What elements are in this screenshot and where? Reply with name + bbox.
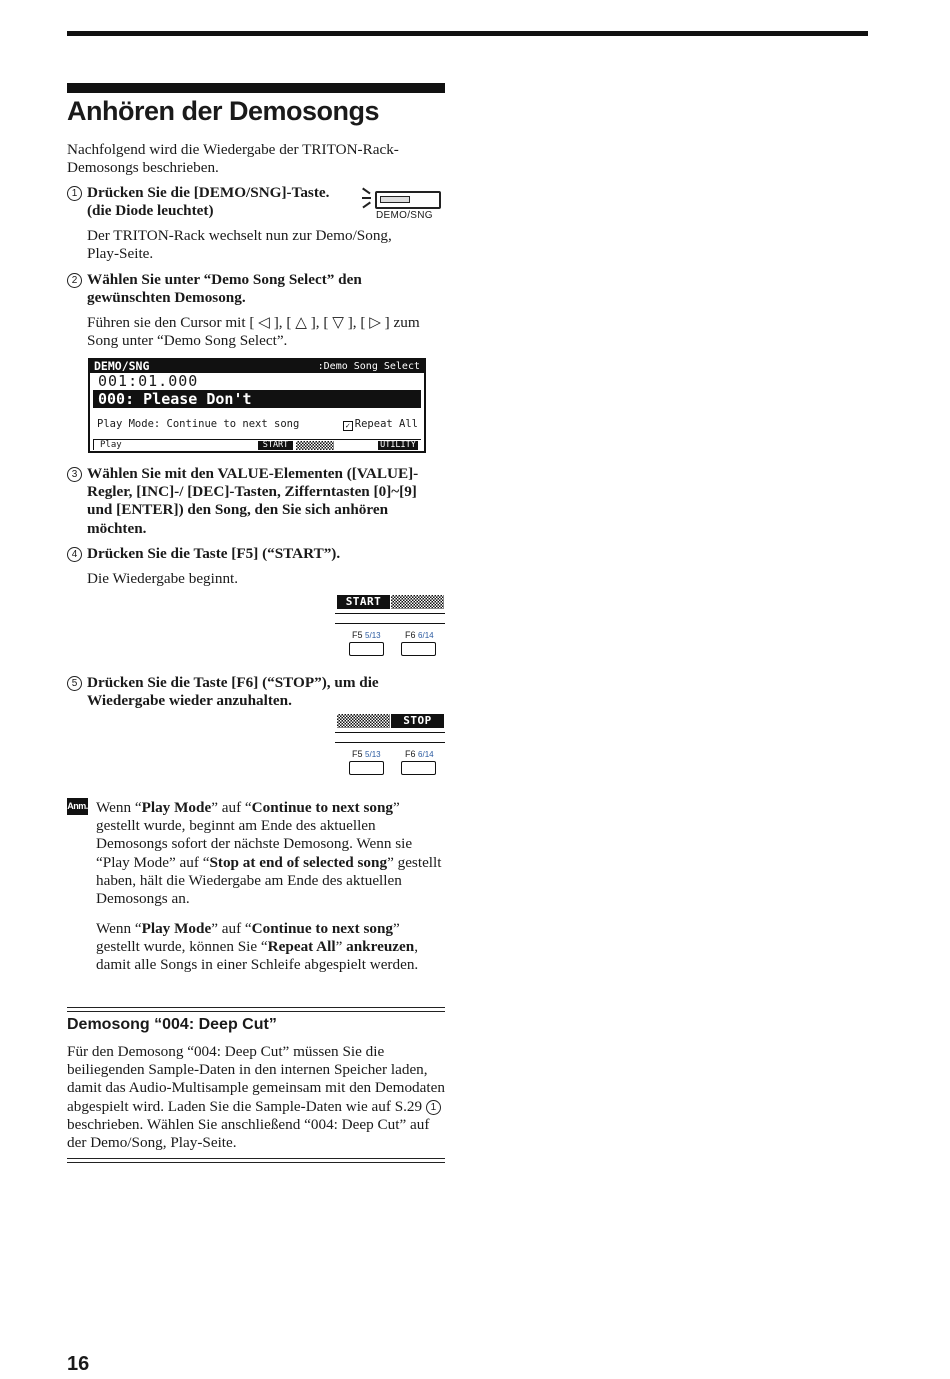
note-paragraph-1 — [96, 799, 446, 908]
top-rule — [67, 31, 868, 36]
checkbox-checked-icon: ✓ — [343, 421, 353, 431]
step-5-instruction: Drücken Sie die Taste [F6] (“STOP”), um die Wiedergabe wieder anzuhalten. — [87, 674, 379, 710]
note-term: Play Mode — [141, 920, 212, 937]
section-rule — [67, 1011, 445, 1012]
fkey-display-bar — [335, 714, 445, 730]
section-rule — [67, 1162, 445, 1163]
fkey-panel-stop — [335, 714, 445, 778]
f6-page: 6/14 — [418, 750, 434, 759]
fkey-panel-start — [335, 595, 445, 659]
step-number-3: 3 — [67, 467, 82, 482]
section-text: beschrieben. Wählen Sie anschließend “004: Deep Cut” auf der Demo/Song, Play-Seite. — [67, 1115, 430, 1152]
demo-sng-button-icon — [375, 191, 441, 209]
lcd-tab-utility: UTILITY — [378, 441, 418, 450]
note-text: ” auf “ — [211, 920, 252, 937]
note-text: ” — [335, 938, 347, 956]
step-4-instruction: Drücken Sie die Taste [F5] (“START”). — [87, 545, 341, 562]
section-rule — [67, 1158, 445, 1159]
f6-page: 6/14 — [418, 631, 434, 640]
f6-label: F6 — [405, 749, 416, 759]
note-text: ” auf “ — [211, 799, 252, 816]
divider — [335, 742, 445, 743]
f5-key-label — [352, 630, 381, 640]
step-number-2: 2 — [67, 273, 82, 288]
f6-key-label — [405, 630, 434, 640]
note-text: , damit alle Songs in einer Schleife abgespielt werden. — [96, 938, 419, 974]
note-term: Continue to next song — [251, 920, 394, 937]
note-badge-icon: Anm. — [67, 798, 88, 815]
note-term: ankreuzen — [346, 938, 415, 956]
f6-stop-display: STOP — [391, 714, 444, 728]
divider — [335, 613, 445, 614]
f6-label: F6 — [405, 630, 416, 640]
f5-start-display: START — [337, 595, 390, 609]
f5-page: 5/13 — [365, 750, 381, 759]
page-number: 16 — [67, 1353, 90, 1375]
section-heading: Demosong “004: Deep Cut” — [67, 1016, 277, 1033]
f5-page: 5/13 — [365, 631, 381, 640]
f5-label: F5 — [352, 630, 363, 640]
f5-button[interactable] — [349, 642, 384, 656]
lcd-location: 001:01.000 — [98, 372, 199, 390]
lcd-tab-stop-disabled — [296, 441, 334, 450]
note-term: Continue to next song — [251, 799, 394, 816]
ref-step-number: 1 — [426, 1100, 441, 1115]
note-text: ” gestellt wurde, können Sie “ — [96, 920, 400, 956]
lcd-tab-bar — [90, 438, 424, 451]
lcd-mode: DEMO/SNG — [94, 359, 150, 373]
led-ray — [362, 188, 370, 194]
f6-stop-disabled-display — [391, 595, 444, 609]
f5-start-disabled-display — [337, 714, 390, 728]
lcd-play-mode: Play Mode: Continue to next song — [97, 418, 300, 430]
step-3-instruction: Wählen Sie mit den VALUE-Elementen ([VALUE]-Regler, [INC]-/ [DEC]-Tasten, Zifferntasten [0]~[9] und [ENTER]) den Song, den Sie sich anhören möchten. — [87, 465, 419, 537]
note-text: ” gestellt haben, hält die Wiedergabe am Ende des aktuellen Demosongs an. — [96, 853, 442, 908]
note-term: Repeat All — [267, 938, 336, 956]
fkey-display-bar — [335, 595, 445, 611]
divider — [335, 732, 445, 733]
f5-label: F5 — [352, 749, 363, 759]
step-2-instruction: Wählen Sie unter “Demo Song Select” den gewünschten Demosong. — [87, 271, 362, 307]
led-ray — [362, 202, 370, 208]
f5-button[interactable] — [349, 761, 384, 775]
step-2-note: Führen sie den Cursor mit [ ◁ ], [ △ ], [ ▽ ], [ ▷ ] zum Song unter “Demo Song Select”. — [87, 314, 420, 350]
lcd-tab-play: Play — [93, 439, 131, 450]
step-number-4: 4 — [67, 547, 82, 562]
f6-button[interactable] — [401, 761, 436, 775]
page-title: Anhören der Demosongs — [67, 96, 380, 126]
step-1-instruction: Drücken Sie die [DEMO/SNG]-Taste. (die Diode leuchtet) — [87, 184, 330, 220]
section-text: Für den Demosong “004: Deep Cut” müssen Sie die beiliegenden Sample-Daten in den internen Speicher laden, damit das Audio-Multisample gemeinsam mit den Demodaten abgespielt wird. Laden Sie die Sample-Daten wie auf S.29 — [67, 1043, 445, 1115]
note-text: Wenn “ — [96, 920, 142, 937]
lcd-repeat-label: Repeat All — [354, 418, 418, 430]
f6-key-label — [405, 749, 434, 759]
step-number-5: 5 — [67, 676, 82, 691]
divider — [335, 623, 445, 624]
lcd-tab-start: START — [258, 441, 293, 450]
f6-button[interactable] — [401, 642, 436, 656]
led-icon — [380, 196, 410, 203]
note-term: Play Mode — [141, 799, 212, 816]
lcd-screen — [88, 358, 426, 453]
intro-paragraph: Nachfolgend wird die Wiedergabe der TRITON-Rack-Demosongs beschrieben. — [67, 141, 399, 177]
lcd-repeat-all — [343, 418, 418, 431]
led-ray — [362, 197, 371, 199]
lcd-page-name: :Demo Song Select — [317, 361, 420, 372]
step-1-note: Der TRITON-Rack wechselt nun zur Demo/Song, Play-Seite. — [87, 227, 392, 263]
step-4-note: Die Wiedergabe beginnt. — [87, 570, 239, 587]
section-rule — [67, 1007, 445, 1008]
note-text: Wenn “ — [96, 799, 142, 816]
note-text: ” gestellt wurde, beginnt am Ende des aktuellen Demosongs sofort der nächste Demosong. Wenn sie “Play Mode” auf “ — [96, 799, 413, 871]
step-number-1: 1 — [67, 186, 82, 201]
demo-sng-key-label: DEMO/SNG — [376, 210, 433, 221]
heading-bar — [67, 83, 445, 93]
note-term: Stop at end of selected song — [209, 853, 388, 871]
f5-key-label — [352, 749, 381, 759]
section-paragraph — [67, 1043, 445, 1152]
note-paragraph-2 — [96, 920, 446, 975]
lcd-song-select: 000: Please Don't — [93, 390, 421, 408]
demo-sng-key — [360, 186, 444, 226]
